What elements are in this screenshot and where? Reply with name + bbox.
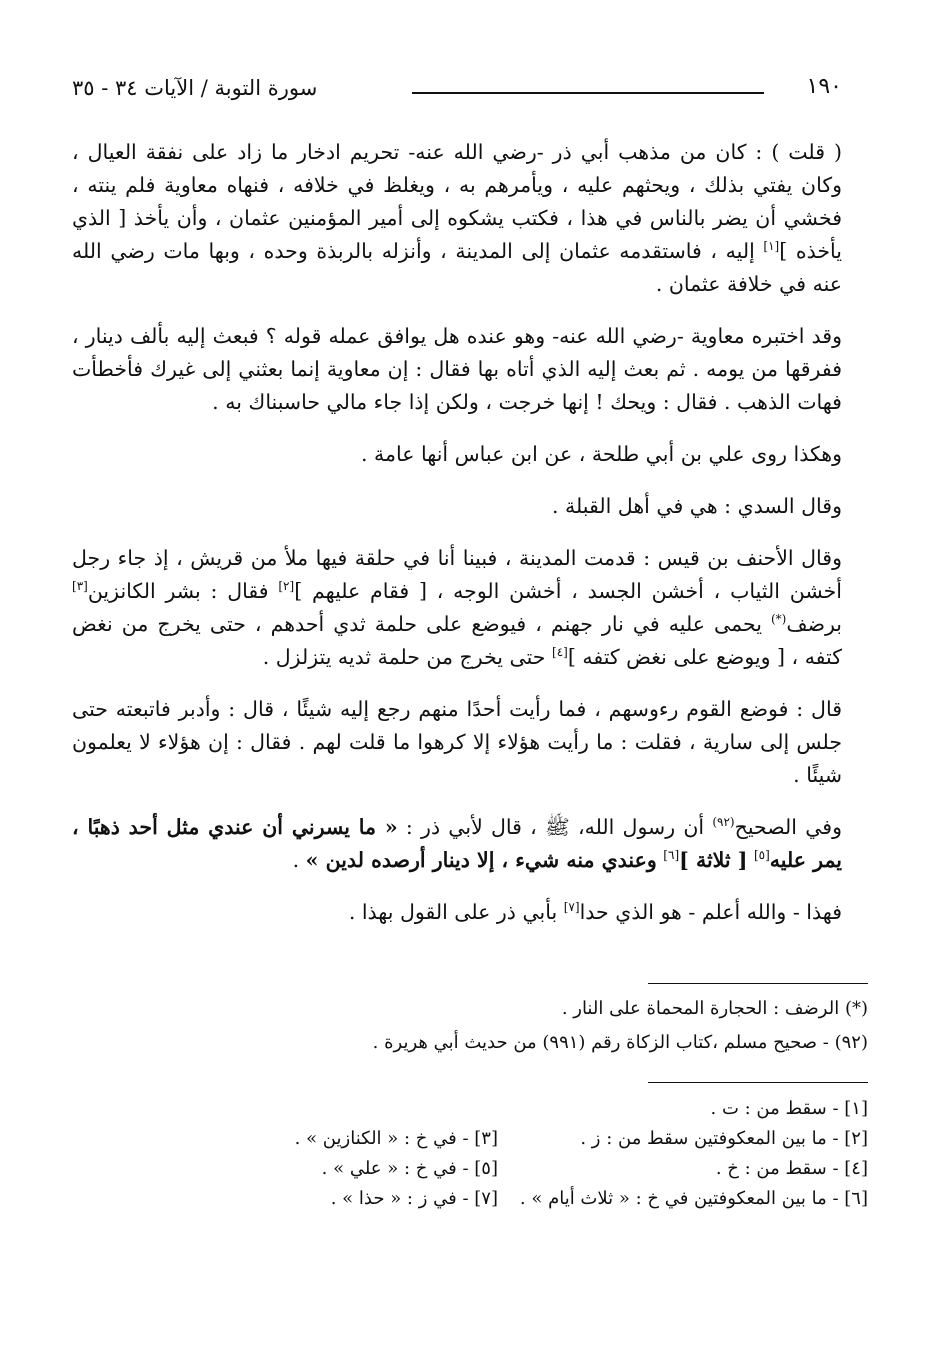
footnote-separator	[648, 983, 868, 984]
footnote-92: (٩٢) - صحيح مسلم ،كتاب الزكاة رقم (٩٩١) من حديث أبي هريرة .	[372, 1032, 868, 1053]
variant-note: [٣] - في خ : « الكنازين » .	[294, 1128, 498, 1149]
footnotes-main	[98, 992, 868, 1060]
variant-note: [٤] - سقط من : خ .	[715, 1158, 868, 1179]
main-text	[72, 136, 842, 948]
footnote-mark-3: [٣]	[72, 579, 88, 594]
paragraph-3: وهكذا روى علي بن أبي طلحة ، عن ابن عباس أنها عامة .	[361, 442, 842, 466]
variant-row	[98, 1184, 868, 1214]
variant-note: [٦] - ما بين المعكوفتين في خ : « ثلاث أيام » .	[519, 1188, 868, 1209]
running-title: سورة التوبة / الآيات ٣٤ - ٣٥	[72, 76, 318, 100]
header-rule	[412, 92, 764, 94]
paragraph-8: فهذا - والله أعلم - هو الذي حدا[٧] بأبي ذر على القول بهذا .	[348, 900, 842, 924]
paragraph-4: وقال السدي : هي في أهل القبلة .	[551, 494, 842, 518]
paragraph-6: قال : فوضع القوم رءوسهم ، فما رأيت أحدًا منهم رجع إليه شيئًا ، قال : وأدبر فاتبعته حتى جلس إلى سارية ، فقلت : ما رأيت هؤلاء إلا كرهوا ما قلت لهم . فقال : إن هؤلاء لا يعلمون شيئًا .	[72, 697, 842, 787]
footnote-star: (*) الرضف : الحجارة المحماة على النار .	[561, 998, 868, 1019]
footnote-mark-7: [٧]	[563, 900, 580, 915]
variant-note: [٥] - في خ : « علي » .	[321, 1158, 498, 1179]
variants-separator	[648, 1082, 868, 1083]
page-header	[72, 74, 842, 114]
footnote-mark-5: [٥]	[753, 848, 770, 863]
variant-note: [٧] - في ز : « حذا » .	[330, 1188, 498, 1209]
footnote-mark-2: [٢]	[278, 579, 295, 594]
variant-note: [٢] - ما بين المعكوفتين سقط من : ز .	[580, 1128, 868, 1149]
variant-note	[128, 1094, 498, 1124]
variant-row	[98, 1124, 868, 1154]
footnote-mark-6: [٦]	[663, 848, 680, 863]
footnotes-variants	[98, 1094, 868, 1214]
footnote-mark-1: [١]	[763, 239, 780, 254]
variant-note: [١] - سقط من : ت .	[710, 1098, 868, 1119]
hadith-quote: « ما يسرني أن عندي مثل أحد ذهبًا ، يمر عليه	[72, 815, 842, 872]
footnote-mark-92: (٩٢)	[712, 815, 735, 830]
paragraph-2: وقد اختبره معاوية -رضي الله عنه- وهو عنده هل يوافق عمله قوله ؟ فبعث إليه بألف دينار ، ففرقها من يومه . ثم بعث إليه الذي أتاه بها فقال : إن معاوية إنما بعثني إلى غيرك فأخطأت فهات الذهب . فقال : ويحك ! إنها خرجت ، ولكن إذا جاء مالي حاسبناك به .	[72, 324, 842, 414]
variant-row	[98, 1094, 868, 1124]
footnote-mark-star: (*)	[770, 612, 787, 627]
variant-row	[98, 1154, 868, 1184]
paragraph-5: وقال الأحنف بن قيس : قدمت المدينة ، فبينا أنا في حلقة فيها ملأ من قريش ، إذ جاء رجل أخشن الثياب ، أخشن الجسد ، أخشن الوجه ، [ فقام عليهم ][٢] فقال : بشر الكانزين[٣] برضف(*) يحمى عليه في نار جهنم ، فيوضع على حلمة ثدي أحدهم ، حتى يخرج من نغض كتفه ، [ ويوضع على نغض كتفه ][٤] حتى يخرج من حلمة ثديه يتزلزل .	[72, 546, 842, 669]
paragraph-7: وفي الصحيح$^{(٩٢)}$ أن رسول الله، ﷺ ، قال لأبي ذر : « ما يسرني أن عندي مثل أحد ذهبًا ، يمر عليه[٥] [ ثلاثة ][٦] وعندي منه شيء ، إلا دينار أرصده لدين » .	[72, 815, 842, 872]
footnote-mark-4: [٤]	[552, 645, 568, 660]
page-number: ١٩٠	[806, 74, 842, 99]
paragraph-1: ( قلت ) : كان من مذهب أبي ذر -رضي الله عنه- تحريم ادخار ما زاد على نفقة العيال ، وكان يفتي بذلك ، ويحثهم عليه ، ويأمرهم به ، ويغلظ في خلافه ، فنهاه معاوية فلم ينته ، فخشي أن يضر بالناس في هذا ، فكتب يشكوه إلى أمير المؤمنين عثمان ، وأن يأخذ [ الذي يأخذه ][١] إليه ، فاستقدمه عثمان إلى المدينة ، وأنزله بالربذة وحده ، وبها مات رضي الله عنه في خلافة عثمان .	[72, 140, 842, 296]
